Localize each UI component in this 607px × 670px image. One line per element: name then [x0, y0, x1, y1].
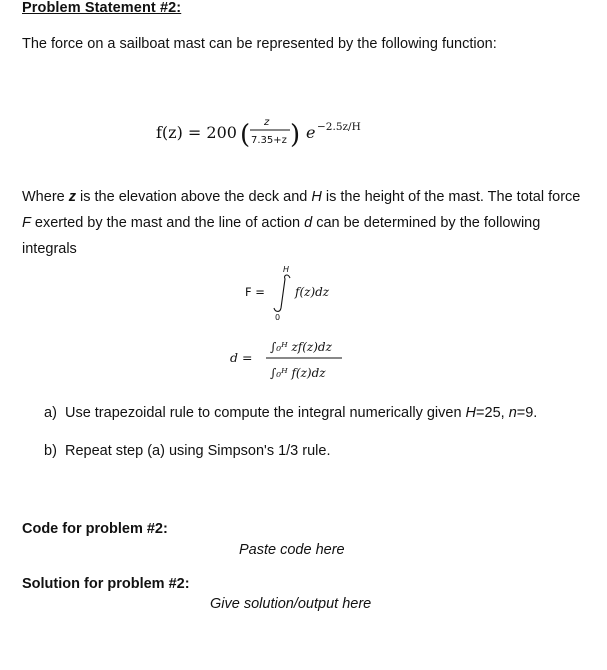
formula-frac-numerator: z [264, 117, 270, 128]
code-section-label: Code for problem #2: [22, 521, 168, 537]
line-of-action-integral [228, 330, 368, 386]
integral-d-numerator: ∫₀ᴴ zf(z)dz [270, 340, 332, 354]
list-item-a: a) Use trapezoidal rule to compute the integral numerically given H=25, n=9. [44, 405, 538, 421]
force-function-formula [150, 108, 390, 154]
formula-exponent: −2.5z/H [317, 121, 361, 133]
integral-f-lower: 0 [275, 313, 281, 322]
integral-f-upper: H [283, 265, 290, 274]
integral-f-integrand: f(z)dz [295, 285, 330, 299]
problem-heading: Problem Statement #2: [22, 0, 182, 16]
integral-sign [274, 275, 290, 311]
formula-left-paren: ( [240, 120, 251, 150]
integral-f-lhs: F = [245, 285, 265, 299]
integral-d-lhs: d = [230, 350, 253, 365]
formula-right-paren: ) [290, 120, 301, 150]
integral-d-denominator: ∫₀ᴴ f(z)dz [270, 366, 326, 380]
solution-section-label: Solution for problem #2: [22, 576, 190, 592]
formula-frac-denominator: 7.35+z [251, 135, 287, 146]
code-placeholder[interactable]: Paste code here [239, 542, 345, 558]
solution-placeholder[interactable]: Give solution/output here [210, 596, 372, 612]
description-paragraph: Where z is the elevation above the deck and H is the height of the mast. The total force F exerted by the mast and the line of action d can be determined by the following integrals [22, 189, 581, 257]
formula-exp-base: e [306, 123, 316, 142]
list-item-b: b) Repeat step (a) using Simpson's 1/3 rule. [44, 443, 331, 459]
total-force-integral [240, 262, 370, 322]
intro-text: The force on a sailboat mast can be represented by the following function: [22, 36, 497, 52]
formula-lhs: f(z) = 200 [156, 123, 237, 142]
